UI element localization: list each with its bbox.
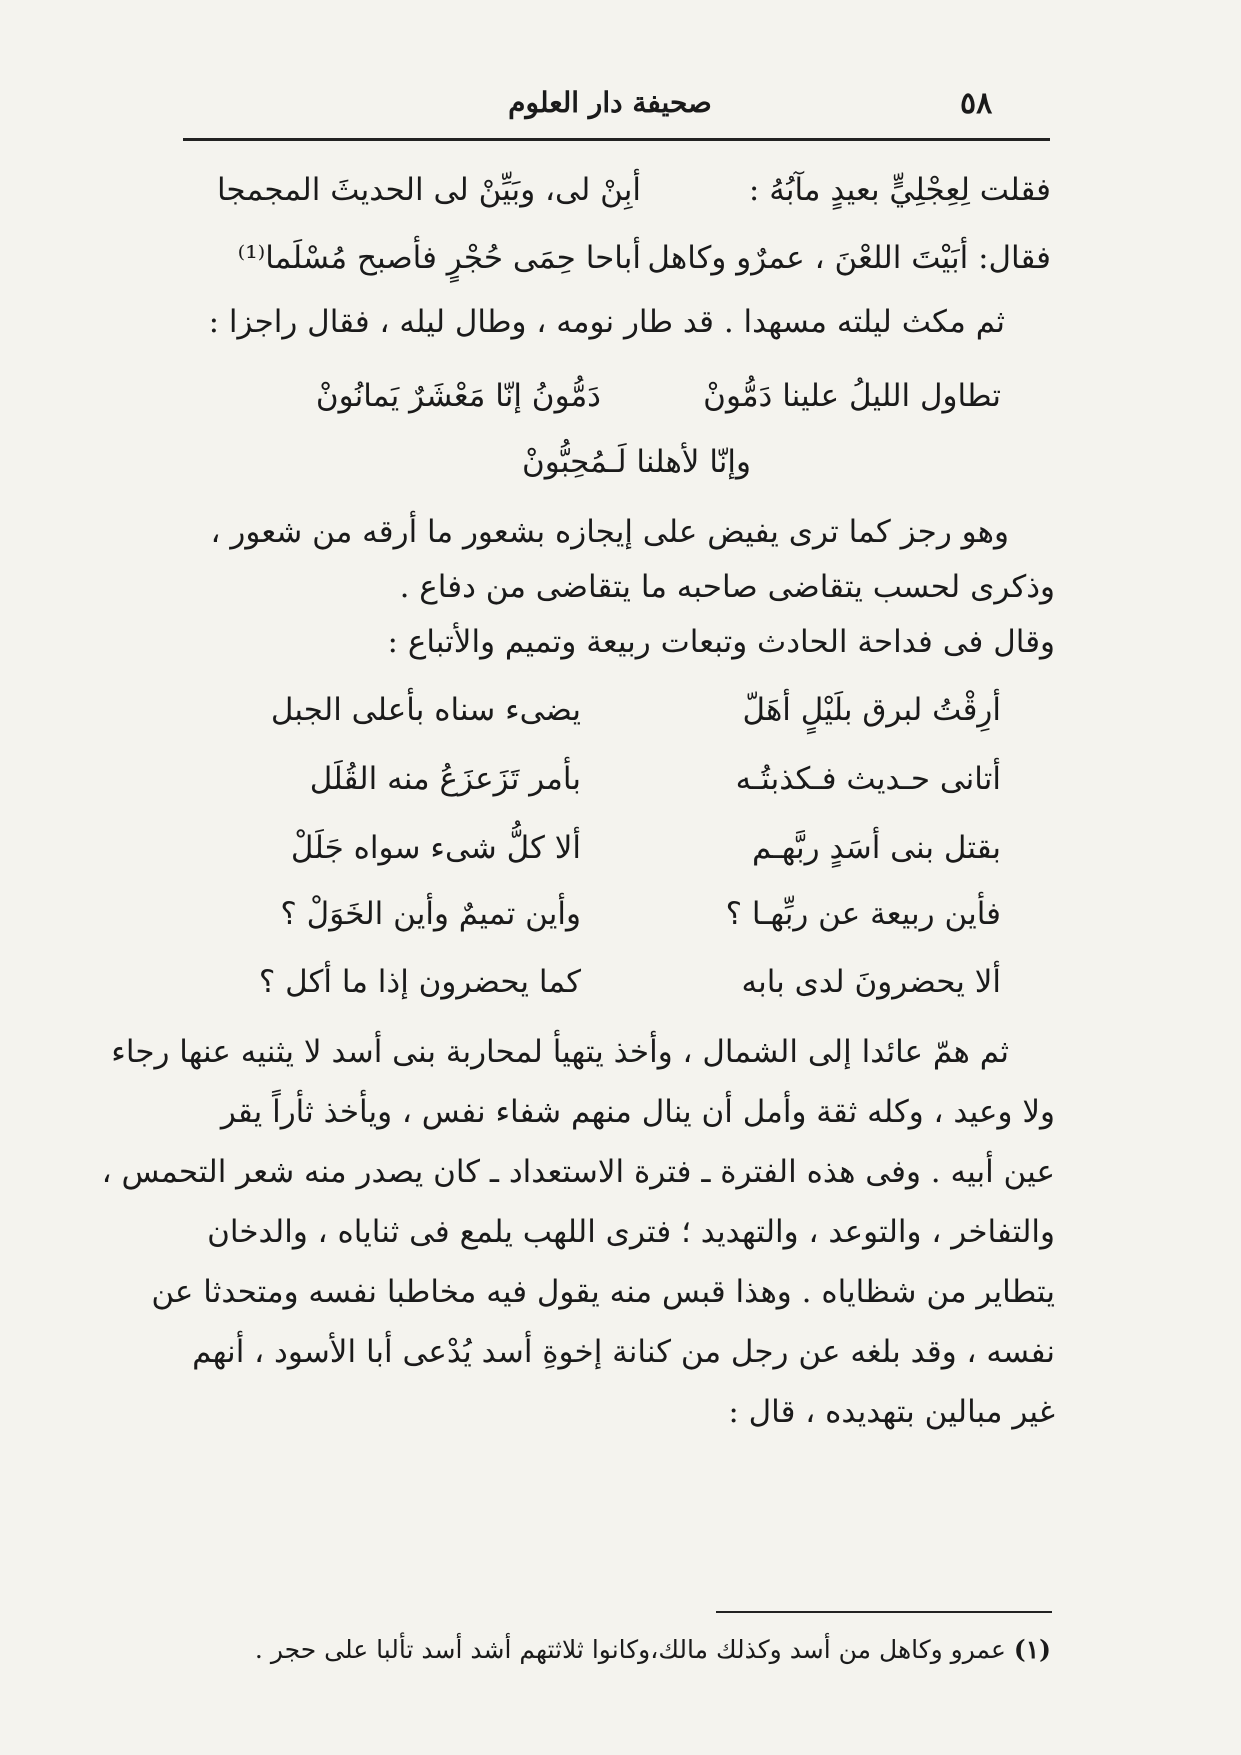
poem-verse-second-hemistich: بأمر تَزَعزَعُ منه القُلَل — [309, 761, 581, 797]
rajaz-line-2: وإنّا لأهلنا لَـمُحِبُّونْ — [521, 444, 751, 480]
page-number: ٥٨ — [960, 86, 993, 121]
footnote-text: عمرو وكاهل من أسد وكذلك مالك،وكانوا ثلاثتهم أشد أسد تألبا على حجر . — [254, 1635, 1006, 1664]
rajaz-line-1-second: دَمُّونُ إنّا مَعْشَرٌ يَمانُونْ — [315, 378, 601, 414]
prose-line: وقال فى فداحة الحادث وتبعات ربيعة وتميم والأتباع : — [387, 624, 1055, 660]
poem-verse-first-hemistich: أرِقْتُ لبرق بلَيْلٍ أهَلّ — [742, 692, 1001, 728]
prose-line: نفسه ، وقد بلغه عن رجل من كنانة إخوةِ أسد يُدْعى أبا الأسود ، أنهم — [192, 1334, 1055, 1370]
poem-verse-second-hemistich: يضىء سناه بأعلى الجبل — [270, 692, 581, 728]
prose-line: والتفاخر ، والتوعد ، والتهديد ؛ فترى اللهب يلمع فى ثناياه ، والدخان — [207, 1214, 1055, 1250]
footnote-marker: (١) — [1013, 1635, 1051, 1664]
prose-line: ولا وعيد ، وكله ثقة وأمل أن ينال منهم شفاء نفس ، ويأخذ ثأراً يقر — [220, 1094, 1055, 1130]
poem-verse-first-hemistich: بقتل بنى أسَدٍ ربَّهـم — [752, 830, 1001, 866]
prose-line: وذكرى لحسب يتقاضى صاحبه ما يتقاضى من دفاع . — [399, 569, 1055, 605]
poem-verse-second-hemistich: وأين تميمٌ وأين الخَوَلْ ؟ — [280, 896, 581, 932]
verse-2-second-hemistich: أباحا حِمَى حُجْرٍ فأصبح مُسْلَما⁽¹⁾ — [237, 240, 641, 276]
verse-1-first-hemistich: فقلت لِعِجْلِيٍّ بعيدٍ مآبُهُ : — [748, 172, 1051, 208]
poem-verse-first-hemistich: ألا يحضرونَ لدى بابه — [741, 964, 1001, 1000]
rajaz-line-1-first: تطاول الليلُ علينا دَمُّونْ — [703, 378, 1001, 414]
prose-line: غير مبالين بتهديده ، قال : — [728, 1394, 1055, 1430]
prose-line: وهو رجز كما ترى يفيض على إيجازه بشعور ما أرقه من شعور ، — [210, 514, 1009, 550]
prose-line: عين أبيه . وفى هذه الفترة ـ فترة الاستعداد ـ كان يصدر منه شعر التحمس ، — [101, 1154, 1055, 1190]
poem-verse-second-hemistich: كما يحضرون إذا ما أكل ؟ — [258, 964, 581, 1000]
footnote — [255, 1632, 1051, 1668]
poem-verse-second-hemistich: ألا كلُّ شىء سواه جَلَلْ — [290, 830, 581, 866]
poem-verse-first-hemistich: أتانى حـديث فـكذبتُـه — [735, 761, 1001, 797]
prose-line: ثم مكث ليلته مسهدا . قد طار نومه ، وطال ليله ، فقال راجزا : — [208, 304, 1005, 340]
prose-line: ثم همّ عائدا إلى الشمال ، وأخذ يتهيأ لمحاربة بنى أسد لا يثنيه عنها رجاء — [111, 1034, 1009, 1070]
footnote-rule — [716, 1611, 1052, 1613]
journal-title: صحيفة دار العلوم — [508, 86, 712, 119]
prose-line: يتطاير من شظاياه . وهذا قبس منه يقول فيه مخاطبا نفسه ومتحدثا عن — [151, 1274, 1055, 1310]
verse-2-first-hemistich: فقال: أبَيْتَ اللعْنَ ، عمرٌو وكاهل — [647, 240, 1051, 276]
poem-verse-first-hemistich: فأين ربيعة عن ربِّهـا ؟ — [725, 896, 1001, 932]
verse-1-second-hemistich: أبِنْ لى، وبَيِّنْ لى الحديثَ المجمجا — [216, 172, 641, 208]
